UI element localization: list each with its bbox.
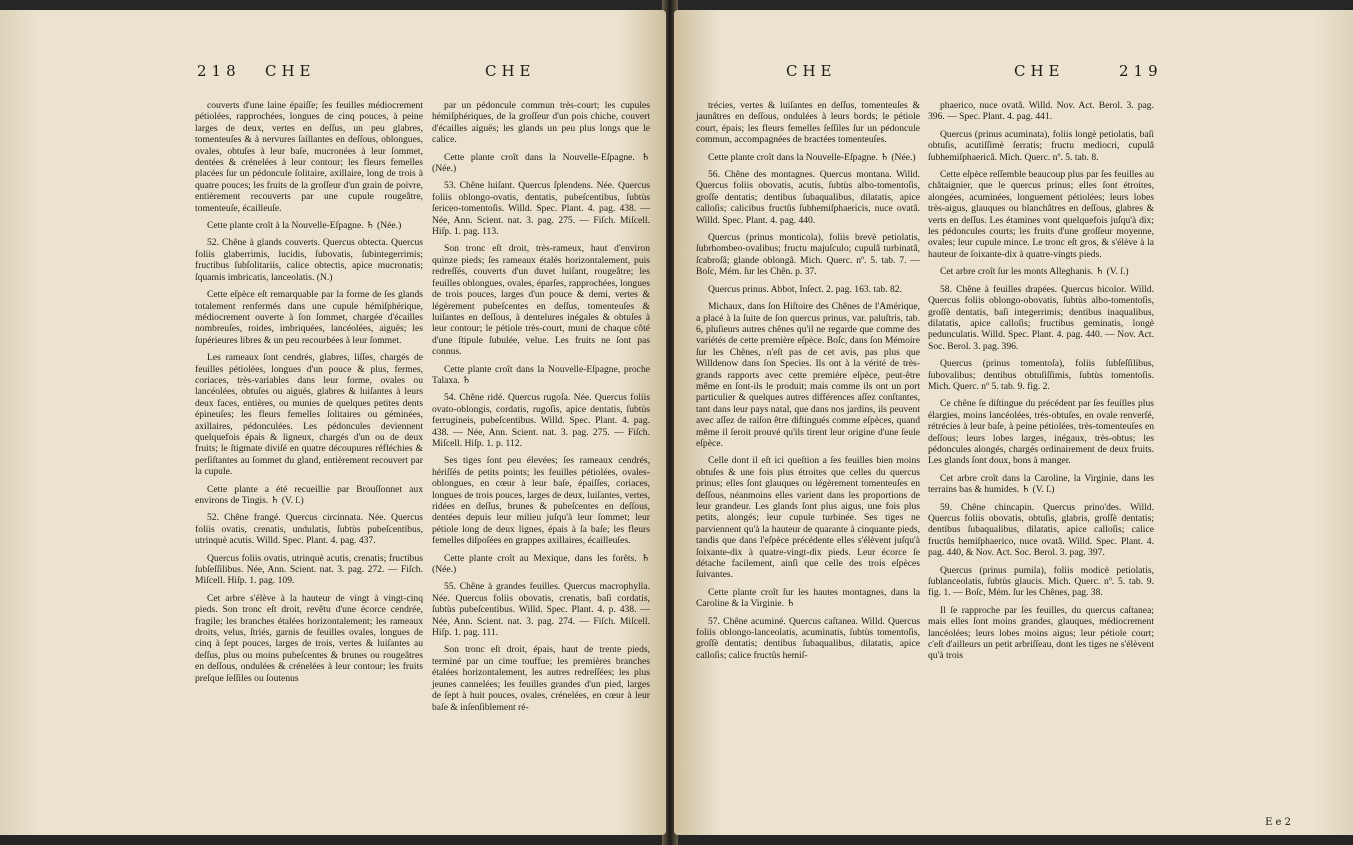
paragraph: Cette plante croît dans la Nouvelle-Eſpagne, proche Talaxa. ♄ <box>432 363 650 386</box>
paragraph: Cette plante croît à la Nouvelle-Eſpagne. ♄ (Née.) <box>207 220 402 232</box>
signature-mark: E e 2 <box>1265 817 1291 828</box>
paragraph: Les rameaux ſont cendrés, glabres, liſſes, chargés de feuilles pétiolées, longues d'un pouce & plus, fermes, coriaces, très-variables dans leur forme, ovales ou lancéolées, obtuſes ou aiguës, glabres & luiſantes à leurs deux faces, entières, ou munies de quelques petites dents épineuſes; les fleurs femelles ſolitaires ou géminées, axillaires, pédonculées. Les pédoncules deviennent quelquefois épais & ligneux, chargés d'un ou de deux fruits; le ſtigmate diviſé en quatre découpures réfléchies & perſiſtantes au ſommet du gland, entièrement recouvert par la cupule. <box>195 352 423 478</box>
page-number-left: 218 <box>197 62 241 80</box>
paragraph: 52. Chêne frangé. Quercus circinnata. Née. Quercus foliis ovatis, crenatis, undulatis, ſubtùs pubeſcentibus, utrinquè acutis. Willd. Spec. Plant. 4. pag. 437. <box>195 512 423 547</box>
paragraph: 59. Chêne chincapin. Quercus prino'des. Willd. Quercus foliis obovatis, obtuſis, glabris, groſſè dentatis; dentibus ſubaqualibus, dilatatis, apice calloſis; calice fructûs hemiſphaerico, nuce ovatâ. Willd. Spec. Plant. 4. pag. 440, & Nov. Act. Soc. Berol. 3. pag. 397. <box>928 501 1154 559</box>
paragraph: couverts d'une laine épaiſſe; ſes feuilles médiocrement pétiolées, rapprochées, longues de cinq pouces, à peine larges de deux, vertes en deſſus, un peu glabres, tomenteuſes & à nervures ſaillantes en deſſous, oblongues, ovales, obtuſes à leur baſe, mucronées à leur ſommet, dentées & crénelées à leur contour; les fleurs femelles placées ſur un pédoncule ſolitaire, axillaire, long de trois à quatre pouces; les fruits de la groſſeur d'un grain de poivre, entièrement recouverts par une cupule rougeâtre, tomenteuſe, écailleuſe. <box>195 100 423 214</box>
paragraph: 57. Chêne acuminé. Quercus caſtanea. Willd. Quercus foliis oblongo-lanceolatis, acuminatis, ſubtùs tomentoſis, groſſè dentatis; dentibus ſubaqualibus, dilatatis, apice calloſis; calice fructûs hemiſ- <box>696 615 920 661</box>
paragraph: Cet arbre croît dans la Caroline, la Virginie, dans les terrains bas & humides. ♄ (V. ſ.) <box>928 472 1154 496</box>
paragraph: 54. Chêne ridé. Quercus rugoſa. Née. Quercus foliis ovato-oblongis, cordatis, rugoſis, apice dentatis, ſubtùs ferrugineis, pubeſcentibus. Willd. Spec. Plant. 4. pag. 438. — Née, Ann. Scient. nat. 3. pag. 275. — Fiſch. Miſcell. Hiſp. 1. p. 112. <box>432 392 650 449</box>
text-column-right-2 <box>928 100 1154 668</box>
paragraph: 58. Chêne à feuilles drapées. Quercus bicolor. Willd. Quercus foliis oblongo-obovatis, ſubtùs albo-tomentoſis, groſſè dentatis, baſi integerrimis; dentibus inaqualibus, dilatatis, apice calloſis; fructibus geminatis, longè pedunculatis. Willd. Spec. Plant. 4. pag. 440. — Nov. Act. Soc. Berol. 3. pag. 396. <box>928 283 1154 352</box>
page-number-right: 219 <box>1119 62 1163 80</box>
paragraph: Ses tiges ſont peu élevées; ſes rameaux cendrés, hériſſés de petits points; les feuilles pétiolées, ovales-oblongues, en cœur à leur baſe, épaiſſes, coriaces, longues de trois pouces, larges de deux, luiſantes, vertes, ridées en deſſus, brunes & pubeſcentes en deſſous, dentées depuis leur milieu juſqu'à leur ſommet; leur pétiole long de deux lignes, épais à ſa baſe; les fleurs femelles diſpoſées en grappes axillaires, écailleuſes. <box>432 455 650 547</box>
text-column-left-2 <box>432 100 650 719</box>
paragraph: trécies, vertes & luiſantes en deſſus, tomenteuſes & jaunâtres en deſſous, ondulées à leurs bords; le pétiole court, épais; les fleurs femelles ſeſſiles ſur un pédoncule commun, accompagnées de bractées tomenteuſes. <box>696 100 920 146</box>
paragraph: Cette plante croît ſur les hautes montagnes, dans la Caroline & la Virginie. ♄ <box>696 586 920 610</box>
text-column-left-1 <box>195 100 423 690</box>
paragraph: Quercus (prinus acuminata), foliis longè petiolatis, baſi obtuſis, acutiſſimè ſerratis; fructu mediocri, cupulâ ſubhemiſphaericâ. Mich. Querc. nº. 5. tab. 8. <box>928 128 1154 163</box>
paragraph: 56. Chêne des montagnes. Quercus montana. Willd. Quercus foliis obovatis, acutis, ſubtùs albo-tomentoſis, groſſe dentatis; dentibus ſubaqualibus, dilatatis, apice calloſis; calicibus fructûs ſubhemiſphaericis, nuce ovatâ. Willd. Spec. Plant. 4. pag. 440. <box>696 169 920 226</box>
paragraph: Ce chêne ſe diſtingue du précédent par ſes feuilles plus élargies, moins lancéolées, très-obtuſes, en ovale renverſé, rétrécies à leur baſe, à peine pétiolées, très-tomenteuſes en deſſous; leurs lobes larges, inégaux, très-obtus; les pédoncules alongés, chargés ordinairement de deux fruits. Les glands ſont doux, bons à manger. <box>928 398 1154 467</box>
running-header-left-b: CHE <box>485 62 536 80</box>
running-header-left-a: CHE <box>265 62 316 80</box>
paragraph: Il ſe rapproche par ſes feuilles, du quercus caſtanea; mais elles ſont moins grandes, glauques, médiocrement lancéolées; leurs lobes moins aigus; leur pétiole court; c'eſt d'ailleurs un petit arbriſſeau, dont les tiges ne s'élèvent qu'à trois <box>928 604 1154 662</box>
paragraph: par un pédoncule commun très-court; les cupules hémiſphériques, de la groſſeur d'un pois chiche, couvert d'écailles aiguës; les glands un peu plus longs que le calice. <box>432 100 650 146</box>
paragraph: Son tronc eſt droit, épais, haut de trente pieds, terminé par un cime touffue; les premières branches étalées horizontalement, les autres redreſſées; les plus jeunes cannelées; les feuilles grandes d'un pied, larges de ſept à huit pouces, ovales, crénelées, en cœur à leur baſe & inſenſiblement ré- <box>432 644 650 713</box>
paragraph: Cette eſpèce reſſemble beaucoup plus par ſes feuilles au châtaignier, que le quercus prinus; elles ſont étroites, alongées, acuminées, longuement pétiolées; leurs lobes très-aigus, glauques ou blanchâtres en deſſous, glabres & verts en deſſus. Les étamines vont quelquefois juſqu'à dix; les pédoncules courts; les fruits d'une groſſeur moyenne, ovales; leur cupule mince. Le tronc eſt gros, & s'élève à la hauteur de ſoixante-dix à quatre-vingts pieds. <box>928 169 1154 260</box>
paragraph: Quercus prinus. Abbot, Inſect. 2. pag. 163. tab. 82. <box>708 283 902 295</box>
paragraph: Michaux, dans ſon Hiſtoire des Chênes de l'Amérique, a placé à la ſuite de ſon quercus prinus, var. paluſtris, tab. 6, pluſieurs autres chênes qu'il ne regarde que comme des variétés de cette première eſpèce. Boſc, dans ſon Mémoire ſur les Chênes, n'eſt pas de cet avis, pas plus que Willdenow dans ſon Species. Ils ont à la vérité de très-grands rapports avec cette première eſpèce, peut-être même en ſont-ils le produit; mais comme ils ont un port particulier & quelques autres différences aſſez conſtantes, tant dans leur pays natal, que dans nos jardins, ils peuvent avec aſſez de raiſon être diſtingués comme eſpèces, quand même il ſeroit prouvé qu'ils tirent leur origine d'une ſeule eſpèce. <box>696 301 920 449</box>
paragraph: Son tronc eſt droit, très-rameux, haut d'environ quinze pieds; ſes rameaux étalés horizontalement, puis redreſſés, couverts d'un duvet luiſant, rougeâtre; les feuilles oblongues, ovales, éparſes, rapprochées, longues de trois pouces, larges d'un pouce & demi, vertes & légèrement pubeſcentes en deſſus, tomenteuſes & luiſantes en deſſous, à dentelures inégales & obtuſes à leur contour; le pétiole très-court, muni de chaque côté d'une ſtipule ſubulée, velue. Les fruits ne ſont pas connus. <box>432 243 650 358</box>
paragraph: Cette eſpèce eſt remarquable par la forme de ſes glands totalement renfermés dans une cupule hémiſphérique, médiocrement ouverte à ſon ſommet, chargée d'écailles nombreuſes, roides, imbriquées, lancéolées, aiguës; les ſupérieures libres & un peu recourbées à leur ſommet. <box>195 289 423 346</box>
paragraph: phaerico, nuce ovatâ. Willd. Nov. Act. Berol. 3. pag. 396. — Spec. Plant. 4. pag. 441. <box>928 100 1154 123</box>
text-column-right-1 <box>696 100 920 667</box>
paragraph: Quercus (prinus pumila), foliis modicè petiolatis, ſublanceolatis, ſubtùs glaucis. Mich. Querc. nº. 5. tab. 9. fig. 1. — Boſc, Mém. ſur les Chênes, pag. 38. <box>928 564 1154 599</box>
paragraph: Cette plante croît dans la Nouvelle-Eſpagne. ♄ (Née.) <box>432 151 650 175</box>
paragraph: Cette plante croît au Mexique, dans les forêts. ♄ (Née.) <box>432 552 650 576</box>
paragraph: Cette plante a été recueillie par Brouſſonnet aux environs de Tingis. ♄ (V. ſ.) <box>195 483 423 506</box>
running-header-right-b: CHE <box>1014 62 1065 80</box>
paragraph: 55. Chêne à grandes feuilles. Quercus macrophylla. Née. Quercus foliis obovatis, crenatis, baſi cordatis, ſubtùs pubeſcentibus. Willd. Spec. Plant. 4. p. 438. — Née, Ann. Scient. nat. 3. pag. 274. — Fiſch. Miſcell. Hiſp. 1. pag. 111. <box>432 581 650 639</box>
paragraph: Cet arbre s'élève à la hauteur de vingt à vingt-cinq pieds. Son tronc eſt droit, revêtu d'une écorce cendrée, fragile; les branches étalées horizontalement; les rameaux droits, velus, ſtriés, garnis de feuilles ovales, longues de cinq à ſept pouces, larges de trois, vertes & luiſantes au deſſus, plus ou moins pubeſcentes & brunes ou rougeâtres en deſſous, ondulées & crénelées à leur contour; les fruits preſque ſeſſiles ou ſoutenus <box>195 592 423 684</box>
paragraph: Cet arbre croît ſur les monts Alleghanis. ♄ (V. ſ.) <box>940 266 1129 278</box>
paragraph: 53. Chêne luiſant. Quercus ſplendens. Née. Quercus foliis oblongo-ovatis, dentatis, pubeſcentibus, ſubtùs ſericeo-tomentoſis. Willd. Spec. Plant. 4. pag. 438. — Née, Ann. Scient. nat. 3. pag. 275. — Fiſch. Miſcell. Hiſp. 1. pag. 113. <box>432 180 650 238</box>
paragraph: Celle dont il eſt ici queſtion a ſes feuilles bien moins obtuſes & une fois plus étroites que celles du quercus prinus; elles ſont glauques ou légèrement tomenteuſes en deſſous, néanmoins elles varient dans les proportions de leur grandeur. Les glands ſont plus aigus, une fois plus petits, alongés; leur cupule turbinée. Ses tiges ne parviennent qu'à la hauteur de quarante à cinquante pieds, tandis que dans l'eſpèce précédente elles s'élèvent juſqu'à ſoixante-dix à quatre-vingt-dix pieds. Leur écorce ſe détache facilement, ainſi que celle des trois eſpèces ſuivantes. <box>696 455 920 581</box>
right-page <box>674 10 1353 835</box>
paragraph: Quercus foliis ovatis, utrinquè acutis, crenatis; fructibus ſubſeſſilibus. Née, Ann. Scient. nat. 3. pag. 272. — Fiſch. Miſcell. Hiſp. 1. pag. 109. <box>195 552 423 587</box>
left-page <box>0 10 666 835</box>
paragraph: 52. Chêne à glands couverts. Quercus obtecta. Quercus foliis glaberrimis, lucidis, ſubovatis, ſubintegerrimis; fructibus ſubſolitariis, calice obtectis, apice mucronatis; ſquamis imbricatis, lanceolatis. (N.) <box>195 237 423 283</box>
paragraph: Quercus (prinus tomentoſa), foliis ſubſeſſilibus, ſubovalibus; dentibus obtuſiſſimis, ſubtùs tomentoſis. Mich. Querc. nº 5. tab. 9. fig. 2. <box>928 358 1154 392</box>
paragraph: Quercus (prinus monticola), foliis brevè petiolatis, ſubrhombeo-ovalibus; fructu majuſculo; cupulâ turbinatâ, ſcabroſâ; glande oblongâ. Mich. Querc. nº. 5. tab. 7. — Boſc, Mém. ſur les Chên. p. 37. <box>696 232 920 278</box>
running-header-right-a: CHE <box>786 62 837 80</box>
paragraph: Cette plante croît dans la Nouvelle-Eſpagne. ♄ (Née.) <box>708 151 916 163</box>
